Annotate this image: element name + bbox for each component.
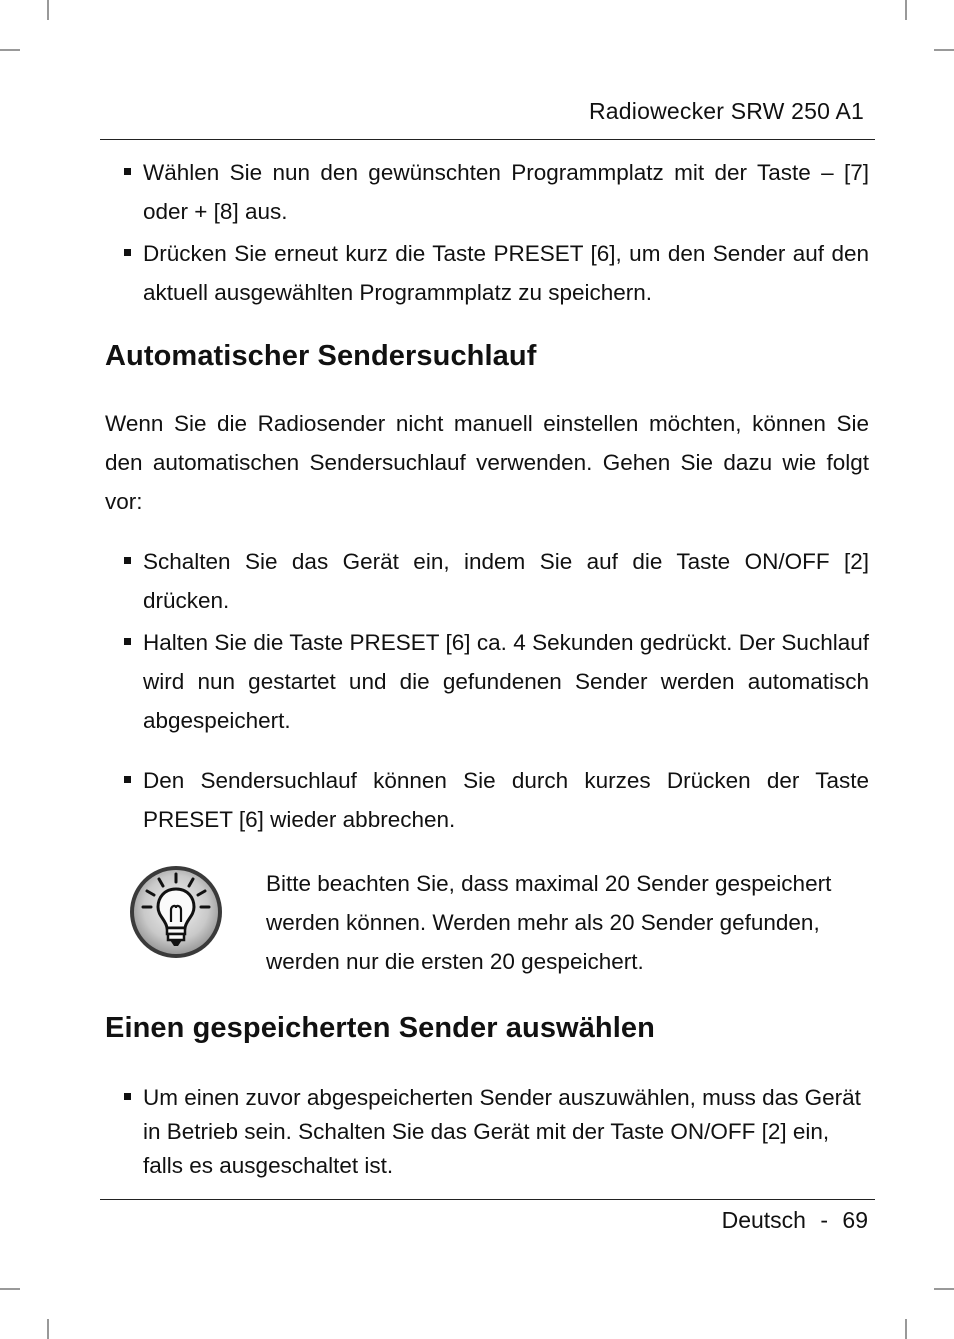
running-header: Radiowecker SRW 250 A1 xyxy=(589,98,864,124)
list-item xyxy=(124,761,869,839)
list-item-text: Wählen Sie nun den gewünschten Programmplatz mit der Taste – [7] oder + [8] aus. xyxy=(143,160,869,224)
bullet-icon xyxy=(124,168,131,175)
header-rule xyxy=(100,139,875,140)
bullet-icon xyxy=(124,638,131,645)
crop-mark xyxy=(934,49,954,51)
list-item-text: Halten Sie die Taste PRESET [6] ca. 4 Sekunden gedrückt. Der Suchlauf wird nun gestartet und die gefundenen Sender werden automatisch abgespeichert. xyxy=(143,630,869,733)
body-paragraph: Wenn Sie die Radiosender nicht manuell einstellen möchten, können Sie den automatischen Sendersuchlauf verwenden. Gehen Sie dazu wie folgt vor: xyxy=(105,411,869,514)
list-item xyxy=(124,234,869,312)
crop-mark xyxy=(47,1319,49,1339)
crop-mark xyxy=(47,0,49,20)
crop-mark xyxy=(0,49,20,51)
bullet-icon xyxy=(124,557,131,564)
list-item-text: Um einen zuvor abgespeicherten Sender auszuwählen, muss das Gerät in Betrieb sein. Schalten Sie das Gerät mit der Taste ON/OFF [2] ein, falls es ausgeschaltet ist. xyxy=(143,1085,861,1178)
bullet-icon xyxy=(124,249,131,256)
page-footer xyxy=(722,1207,868,1234)
list-item xyxy=(124,623,869,740)
footer-rule xyxy=(100,1199,875,1200)
list-item-text: Den Sendersuchlauf können Sie durch kurzes Drücken der Taste PRESET [6] wieder abbrechen. xyxy=(143,768,869,832)
list-item-text: Schalten Sie das Gerät ein, indem Sie auf die Taste ON/OFF [2] drücken. xyxy=(143,549,869,613)
crop-mark xyxy=(905,0,907,20)
crop-mark xyxy=(934,1288,954,1290)
crop-mark xyxy=(905,1319,907,1339)
footer-language: Deutsch xyxy=(721,1207,806,1233)
list-item-text: Drücken Sie erneut kurz die Taste PRESET [6], um den Sender auf den aktuell ausgewählten Programmplatz zu speichern. xyxy=(143,241,869,305)
footer-separator: - xyxy=(820,1207,829,1233)
page-number: 69 xyxy=(842,1207,868,1233)
lightbulb-icon xyxy=(126,862,226,962)
list-item xyxy=(124,542,869,620)
crop-mark xyxy=(0,1288,20,1290)
bullet-icon xyxy=(124,776,131,783)
note-text: Bitte beachten Sie, dass maximal 20 Sender gespeichert werden können. Werden mehr als 20 Sender gefunden, werden nur die ersten 20 gespeichert. xyxy=(266,871,832,974)
section-heading: Einen gespeicherten Sender auswählen xyxy=(105,1012,655,1044)
bullet-icon xyxy=(124,1093,131,1100)
list-item xyxy=(124,1081,869,1183)
section-heading: Automatischer Sendersuchlauf xyxy=(105,340,537,372)
list-item xyxy=(124,153,869,231)
